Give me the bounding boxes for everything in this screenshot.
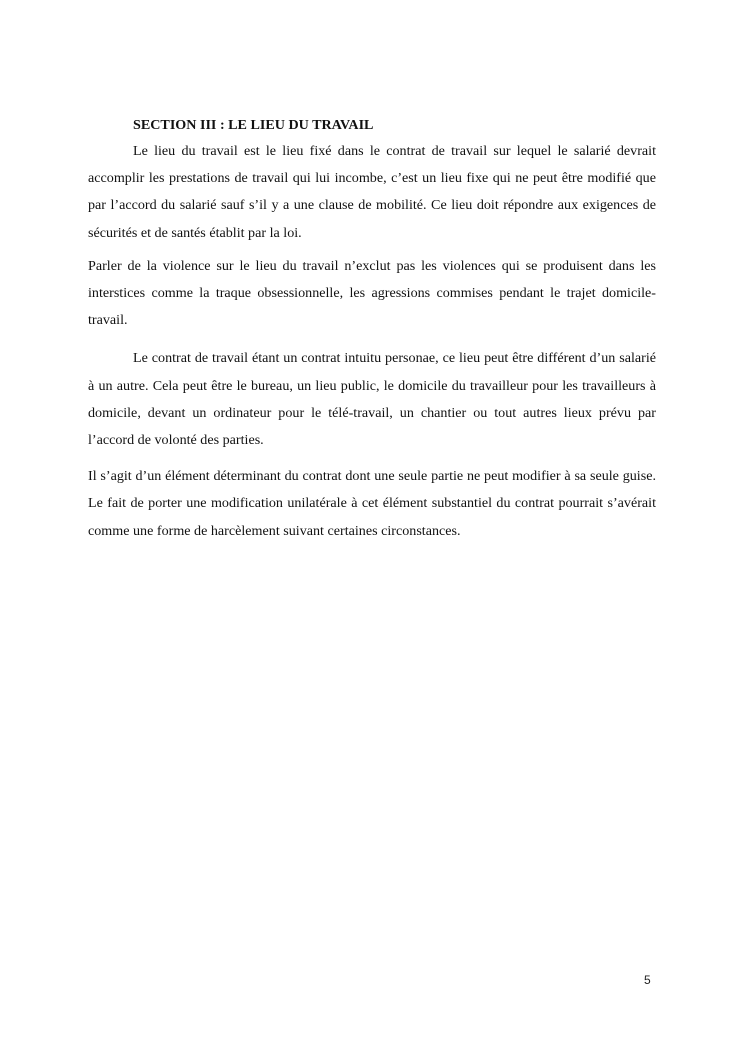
paragraph-element-determinant: Il s’agit d’un élément déterminant du contrat dont une seule partie ne peut modifier à sa seule guise. Le fait de porter une modification unilatérale à cet élément substantiel du contrat pourrait s’avérait comme une forme de harcèlement suivant certaines circonstances. [88,468,656,539]
paragraph-violence: Parler de la violence sur le lieu du travail n’exclut pas les violences qui se produisent dans les interstices comme la traque obsessionnelle, les agressions commises pendant le trajet domicile-travail. [88,257,656,329]
paragraph-lieu-definition: Le lieu du travail est le lieu fixé dans le contrat de travail sur lequel le salarié devrait accomplir les prestations de travail qui lui incombe, c’est un lieu fixe qui ne peut être modifié que par l’accord du salarié sauf s’il y a une clause de mobilité. Ce lieu doit répondre aux exigences de sécurités et de santés établit par la loi. [88,143,656,241]
document-body [88,114,656,545]
section-heading: SECTION III : LE LIEU DU TRAVAIL [133,117,374,133]
page-number: 5 [644,973,651,987]
paragraph-contrat-intuitu-personae: Le contrat de travail étant un contrat intuitu personae, ce lieu peut être différent d’un salarié à un autre. Cela peut être le bureau, un lieu public, le domicile du travailleur pour les travailleurs à domicile, devant un ordinateur pour le télé-travail, un chantier ou tout autres lieux prévu par l’accord de volonté des parties. [88,350,656,449]
